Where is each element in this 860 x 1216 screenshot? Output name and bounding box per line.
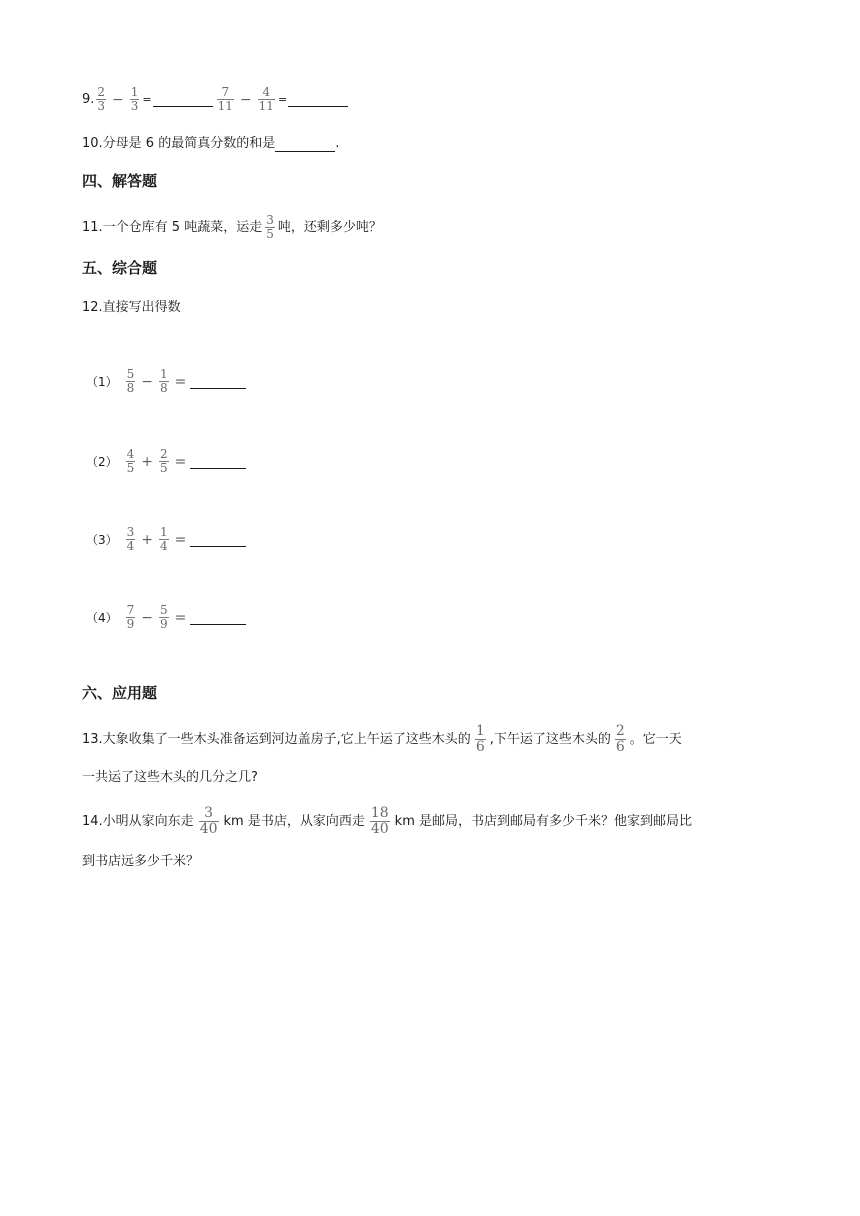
question-13 xyxy=(82,724,682,755)
fraction: $\frac{3}{5}$ xyxy=(266,213,274,241)
item-label: （3） xyxy=(86,532,118,547)
operator: − xyxy=(112,91,124,108)
operator: + xyxy=(141,453,154,470)
fraction: $\frac{3}{4}$ xyxy=(126,525,135,553)
question-text: 13.大象收集了一些木头准备运到河边盖房子,它上午运了这些木头的 xyxy=(82,731,471,747)
operator: − xyxy=(141,609,154,626)
question-14-line2: 到书店远多少千米？ xyxy=(82,854,200,869)
fraction: $\frac{4}{11}$ xyxy=(258,85,274,113)
fraction: $\frac{7}{11}$ xyxy=(217,85,233,113)
equals-sign: = xyxy=(174,531,187,548)
fraction: $\frac{4}{5}$ xyxy=(126,447,135,475)
answer-blank[interactable] xyxy=(288,92,348,107)
answer-blank[interactable] xyxy=(190,374,246,389)
question-text: 10.分母是 6 的最简真分数的和是 xyxy=(82,136,276,151)
section-heading: 六、应用题 xyxy=(82,684,158,702)
question-11 xyxy=(82,214,382,241)
equals-sign: = xyxy=(277,92,288,106)
equals-sign: = xyxy=(174,453,187,470)
question-text: 吨，还剩多少吨？ xyxy=(277,219,382,235)
fraction: $\frac{1}{3}$ xyxy=(130,85,139,113)
calc-item-2 xyxy=(86,448,246,475)
fraction: $\frac{2}{3}$ xyxy=(97,85,106,113)
item-label: （1） xyxy=(86,374,118,389)
equals-sign: = xyxy=(174,609,187,626)
fraction: $\frac{1}{8}$ xyxy=(160,367,168,395)
question-12-title: 12.直接写出得数 xyxy=(82,300,181,315)
calc-item-4 xyxy=(86,604,246,631)
equals-sign: = xyxy=(174,373,187,390)
answer-blank[interactable] xyxy=(190,454,246,469)
question-text: 。它一天 xyxy=(629,731,682,747)
question-10 xyxy=(82,134,339,154)
fraction: $\frac{18}{40}$ xyxy=(370,805,389,837)
operator: − xyxy=(239,91,252,108)
fraction: $\frac{5}{9}$ xyxy=(160,603,168,631)
fraction: $\frac{5}{8}$ xyxy=(126,367,135,395)
answer-blank[interactable] xyxy=(153,92,213,107)
question-text: km 是邮局，书店到邮局有多少千米？他家到邮局比 xyxy=(394,813,692,829)
fraction: $\frac{7}{9}$ xyxy=(126,603,135,631)
item-label: （4） xyxy=(86,610,118,625)
section-heading: 五、综合题 xyxy=(82,259,158,277)
calc-item-3 xyxy=(86,526,246,553)
question-9 xyxy=(82,86,348,113)
equals-sign: = xyxy=(142,92,152,106)
fraction: $\frac{2}{6}$ xyxy=(615,723,625,755)
answer-blank[interactable] xyxy=(190,532,246,547)
question-text: ,下午运了这些木头的 xyxy=(489,731,611,747)
fraction: $\frac{3}{40}$ xyxy=(199,805,218,837)
fraction: $\frac{1}{6}$ xyxy=(475,723,485,755)
question-text: km 是书店，从家向西走 xyxy=(223,813,365,829)
question-13-line2: 一共运了这些木头的几分之几? xyxy=(82,770,258,785)
fraction: $\frac{2}{5}$ xyxy=(160,447,168,475)
question-end: . xyxy=(335,136,340,151)
calc-item-1 xyxy=(86,368,246,395)
question-text: 14.小明从家向东走 xyxy=(82,813,194,829)
fraction: $\frac{1}{4}$ xyxy=(160,525,168,553)
section-heading: 四、解答题 xyxy=(82,172,158,190)
operator: − xyxy=(141,373,154,390)
answer-blank[interactable] xyxy=(275,137,335,152)
operator: + xyxy=(141,531,154,548)
question-number: 9. xyxy=(82,91,95,107)
item-label: （2） xyxy=(86,454,118,469)
answer-blank[interactable] xyxy=(190,610,246,625)
question-text: 11.一个仓库有 5 吨蔬菜，运走 xyxy=(82,219,263,235)
question-14 xyxy=(82,806,692,837)
